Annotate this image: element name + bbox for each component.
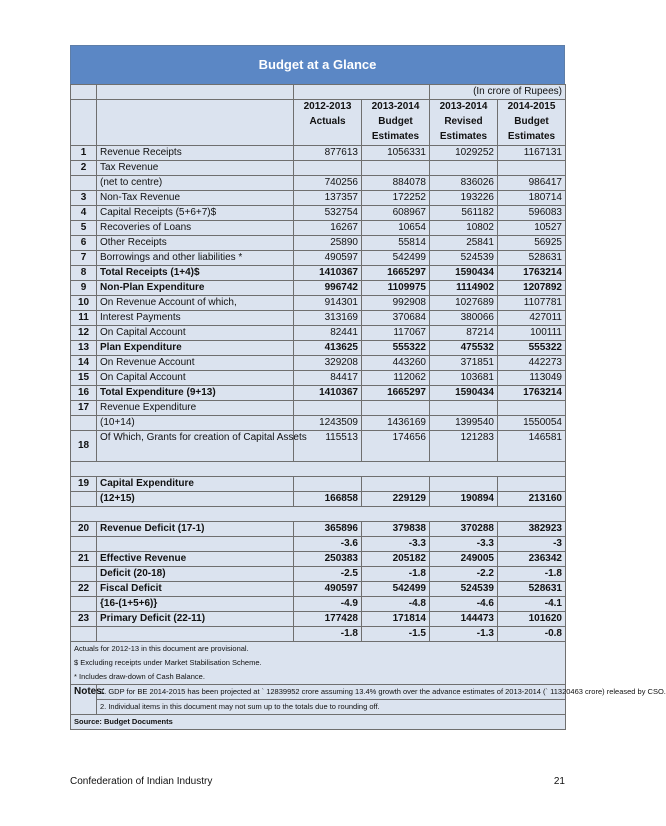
row-value: 380066 bbox=[430, 311, 498, 326]
row-label: Borrowings and other liabilities * bbox=[97, 251, 294, 266]
column-header-line: Actuals bbox=[309, 116, 346, 127]
row-value: 205182 bbox=[362, 552, 430, 567]
footnote: $ Excluding receipts under Market Stabilisation Scheme. bbox=[74, 658, 262, 667]
footnote: Actuals for 2012-13 in this document are provisional. bbox=[74, 644, 249, 653]
row-value: 561182 bbox=[430, 206, 498, 221]
row-value: 528631 bbox=[498, 582, 566, 597]
blank-cell bbox=[71, 85, 97, 100]
row-value: 1590434 bbox=[430, 266, 498, 281]
row-value: -2.5 bbox=[294, 567, 362, 582]
column-header-line: Revised bbox=[444, 116, 483, 127]
table-row bbox=[71, 296, 566, 311]
row-value: 213160 bbox=[498, 492, 566, 507]
row-number: 6 bbox=[71, 236, 97, 251]
row-value: 1243509 bbox=[294, 416, 362, 431]
page-number: 21 bbox=[553, 776, 565, 787]
column-header bbox=[294, 100, 362, 146]
row-label: Capital Receipts (5+6+7)$ bbox=[97, 206, 294, 221]
row-value: 427011 bbox=[498, 311, 566, 326]
blank-cell bbox=[71, 100, 97, 146]
row-label: Revenue Deficit (17-1) bbox=[97, 522, 294, 537]
row-value: 1114902 bbox=[430, 281, 498, 296]
row-value: 121283 bbox=[430, 431, 498, 462]
table-row bbox=[71, 341, 566, 356]
row-number: 4 bbox=[71, 206, 97, 221]
row-value: 382923 bbox=[498, 522, 566, 537]
unit-note: (In crore of Rupees) bbox=[430, 85, 566, 100]
row-number: 17 bbox=[71, 401, 97, 416]
row-label: (12+15) bbox=[97, 492, 294, 507]
row-value: 172252 bbox=[362, 191, 430, 206]
blank-cell bbox=[97, 85, 294, 100]
table-row bbox=[71, 266, 566, 281]
row-number bbox=[71, 567, 97, 582]
row-value: 16267 bbox=[294, 221, 362, 236]
budget-table-body bbox=[71, 85, 666, 730]
row-number: 15 bbox=[71, 371, 97, 386]
table-row bbox=[71, 176, 566, 191]
row-value: 82441 bbox=[294, 326, 362, 341]
row-value: 56925 bbox=[498, 236, 566, 251]
row-value bbox=[430, 161, 498, 176]
row-label: Capital Expenditure bbox=[97, 477, 294, 492]
row-value: 10654 bbox=[362, 221, 430, 236]
row-label: Revenue Expenditure bbox=[97, 401, 294, 416]
row-value: 1056331 bbox=[362, 146, 430, 161]
budget-document bbox=[70, 45, 666, 730]
table-row bbox=[71, 386, 566, 401]
column-header-line: 2012-2013 bbox=[303, 101, 352, 112]
row-value: -3.3 bbox=[430, 537, 498, 552]
row-label: Deficit (20-18) bbox=[97, 567, 294, 582]
row-label: {16-(1+5+6)} bbox=[97, 597, 294, 612]
row-label: Tax Revenue bbox=[97, 161, 294, 176]
row-value: 1590434 bbox=[430, 386, 498, 401]
table-row bbox=[71, 537, 566, 552]
row-value: 596083 bbox=[498, 206, 566, 221]
row-value: -0.8 bbox=[498, 627, 566, 642]
row-label: Primary Deficit (22-11) bbox=[97, 612, 294, 627]
table-row bbox=[71, 612, 566, 627]
row-label: Total Receipts (1+4)$ bbox=[97, 266, 294, 281]
row-value: -1.8 bbox=[498, 567, 566, 582]
row-number bbox=[71, 597, 97, 612]
row-value: 1763214 bbox=[498, 266, 566, 281]
row-value: 137357 bbox=[294, 191, 362, 206]
row-value: -4.6 bbox=[430, 597, 498, 612]
row-value: 112062 bbox=[362, 371, 430, 386]
row-label: On Capital Account bbox=[97, 371, 294, 386]
row-label: (net to centre) bbox=[97, 176, 294, 191]
spacer-cell bbox=[71, 507, 566, 522]
column-header-line: Estimates bbox=[371, 131, 420, 142]
row-value: 370288 bbox=[430, 522, 498, 537]
row-value: 1410367 bbox=[294, 266, 362, 281]
column-header-line: 2014-2015 bbox=[507, 101, 556, 112]
table-title: Budget at a Glance bbox=[70, 45, 565, 84]
row-label: Revenue Receipts bbox=[97, 146, 294, 161]
row-value: -3.3 bbox=[362, 537, 430, 552]
row-number bbox=[71, 492, 97, 507]
row-value: 490597 bbox=[294, 582, 362, 597]
row-value: -1.3 bbox=[430, 627, 498, 642]
footnotes bbox=[71, 642, 566, 685]
row-value: -1.5 bbox=[362, 627, 430, 642]
column-header bbox=[430, 100, 498, 146]
table-row bbox=[71, 146, 566, 161]
row-value bbox=[362, 161, 430, 176]
row-number: 11 bbox=[71, 311, 97, 326]
table-row bbox=[71, 477, 566, 492]
row-value: 10527 bbox=[498, 221, 566, 236]
row-value: -2.2 bbox=[430, 567, 498, 582]
row-value: 144473 bbox=[430, 612, 498, 627]
row-value: 528631 bbox=[498, 251, 566, 266]
row-number: 7 bbox=[71, 251, 97, 266]
row-number bbox=[71, 416, 97, 431]
row-value: 113049 bbox=[498, 371, 566, 386]
row-label: Total Expenditure (9+13) bbox=[97, 386, 294, 401]
table-row bbox=[71, 356, 566, 371]
row-value bbox=[294, 401, 362, 416]
row-number: 20 bbox=[71, 522, 97, 537]
row-value: -3 bbox=[498, 537, 566, 552]
row-value: 490597 bbox=[294, 251, 362, 266]
row-label: Effective Revenue bbox=[97, 552, 294, 567]
spacer-row bbox=[71, 507, 566, 522]
row-value: 992908 bbox=[362, 296, 430, 311]
row-value bbox=[294, 477, 362, 492]
table-row bbox=[71, 371, 566, 386]
budget-table bbox=[70, 84, 666, 730]
row-value: 115513 bbox=[294, 431, 362, 462]
footer-org: Confederation of Indian Industry bbox=[70, 776, 213, 787]
row-value: 1029252 bbox=[430, 146, 498, 161]
row-number: 14 bbox=[71, 356, 97, 371]
table-row bbox=[71, 552, 566, 567]
row-label: Of Which, Grants for creation of Capital Assets bbox=[97, 431, 294, 462]
notes-row bbox=[71, 700, 566, 715]
row-value: 608967 bbox=[362, 206, 430, 221]
row-value: 877613 bbox=[294, 146, 362, 161]
source-text: Source: Budget Documents bbox=[71, 715, 566, 730]
row-value: 1027689 bbox=[430, 296, 498, 311]
row-label: Interest Payments bbox=[97, 311, 294, 326]
row-value: 1399540 bbox=[430, 416, 498, 431]
table-row bbox=[71, 251, 566, 266]
header-row bbox=[71, 100, 566, 146]
row-value: 25841 bbox=[430, 236, 498, 251]
row-value: 365896 bbox=[294, 522, 362, 537]
row-number: 22 bbox=[71, 582, 97, 597]
row-number bbox=[71, 176, 97, 191]
row-number: 3 bbox=[71, 191, 97, 206]
row-number: 9 bbox=[71, 281, 97, 296]
unit-row bbox=[71, 85, 566, 100]
row-number: 10 bbox=[71, 296, 97, 311]
spacer-cell bbox=[71, 462, 566, 477]
row-value: 190894 bbox=[430, 492, 498, 507]
row-value: 1410367 bbox=[294, 386, 362, 401]
table-row bbox=[71, 597, 566, 612]
table-row bbox=[71, 416, 566, 431]
row-value: 986417 bbox=[498, 176, 566, 191]
notes-row bbox=[71, 685, 566, 700]
row-value: 10802 bbox=[430, 221, 498, 236]
row-label: Non-Plan Expenditure bbox=[97, 281, 294, 296]
spacer-row bbox=[71, 462, 566, 477]
row-value bbox=[430, 477, 498, 492]
row-value: 1207892 bbox=[498, 281, 566, 296]
column-header-line bbox=[297, 130, 358, 145]
row-value: 249005 bbox=[430, 552, 498, 567]
row-label: Recoveries of Loans bbox=[97, 221, 294, 236]
column-header-line: 2013-2014 bbox=[371, 101, 420, 112]
row-value: 193226 bbox=[430, 191, 498, 206]
footnote: * Includes draw-down of Cash Balance. bbox=[74, 672, 205, 681]
row-value: 329208 bbox=[294, 356, 362, 371]
row-value: 180714 bbox=[498, 191, 566, 206]
row-label: Non-Tax Revenue bbox=[97, 191, 294, 206]
footnotes-row bbox=[71, 642, 566, 685]
table-row bbox=[71, 236, 566, 251]
row-number bbox=[71, 537, 97, 552]
row-value: 250383 bbox=[294, 552, 362, 567]
table-row bbox=[71, 522, 566, 537]
row-value: 236342 bbox=[498, 552, 566, 567]
row-value: 1763214 bbox=[498, 386, 566, 401]
row-value bbox=[362, 477, 430, 492]
row-value: 87214 bbox=[430, 326, 498, 341]
row-value: 177428 bbox=[294, 612, 362, 627]
note-text: 2. Individual items in this document may not sum up to the totals due to rounding off. bbox=[97, 700, 566, 715]
row-value: 524539 bbox=[430, 582, 498, 597]
table-row bbox=[71, 492, 566, 507]
row-label: (10+14) bbox=[97, 416, 294, 431]
row-number: 12 bbox=[71, 326, 97, 341]
row-value: 532754 bbox=[294, 206, 362, 221]
row-value: 146581 bbox=[498, 431, 566, 462]
table-row bbox=[71, 401, 566, 416]
row-value: 174656 bbox=[362, 431, 430, 462]
row-label: On Revenue Account of which, bbox=[97, 296, 294, 311]
row-label bbox=[97, 537, 294, 552]
row-value: 371851 bbox=[430, 356, 498, 371]
table-row bbox=[71, 161, 566, 176]
column-header bbox=[498, 100, 566, 146]
row-value: 1665297 bbox=[362, 386, 430, 401]
column-header-line: Estimates bbox=[439, 131, 488, 142]
row-number: 5 bbox=[71, 221, 97, 236]
row-number: 1 bbox=[71, 146, 97, 161]
row-value: 379838 bbox=[362, 522, 430, 537]
row-value: 996742 bbox=[294, 281, 362, 296]
row-value bbox=[498, 477, 566, 492]
row-value: -4.1 bbox=[498, 597, 566, 612]
column-header-line: Budget bbox=[378, 116, 413, 127]
row-value: 1167131 bbox=[498, 146, 566, 161]
row-value: -3.6 bbox=[294, 537, 362, 552]
row-value: 84417 bbox=[294, 371, 362, 386]
row-value: 475532 bbox=[430, 341, 498, 356]
row-value: -1.8 bbox=[294, 627, 362, 642]
row-number: 19 bbox=[71, 477, 97, 492]
table-row bbox=[71, 281, 566, 296]
table-row bbox=[71, 221, 566, 236]
row-number: 18 bbox=[71, 431, 97, 462]
row-value: 1665297 bbox=[362, 266, 430, 281]
row-label: On Revenue Account bbox=[97, 356, 294, 371]
row-value: -4.8 bbox=[362, 597, 430, 612]
row-value: 117067 bbox=[362, 326, 430, 341]
row-value: 443260 bbox=[362, 356, 430, 371]
row-value: 524539 bbox=[430, 251, 498, 266]
blank-cell bbox=[294, 85, 430, 100]
table-row bbox=[71, 582, 566, 597]
row-value: 101620 bbox=[498, 612, 566, 627]
row-value: 555322 bbox=[362, 341, 430, 356]
row-value: 55814 bbox=[362, 236, 430, 251]
row-value: 171814 bbox=[362, 612, 430, 627]
row-number: 8 bbox=[71, 266, 97, 281]
row-number: 13 bbox=[71, 341, 97, 356]
row-value: 1107781 bbox=[498, 296, 566, 311]
row-value: 100111 bbox=[498, 326, 566, 341]
source-row bbox=[71, 715, 566, 730]
row-label: Fiscal Deficit bbox=[97, 582, 294, 597]
row-value: 884078 bbox=[362, 176, 430, 191]
row-number bbox=[71, 627, 97, 642]
row-value: 1436169 bbox=[362, 416, 430, 431]
table-row bbox=[71, 431, 566, 462]
table-row bbox=[71, 311, 566, 326]
row-value bbox=[294, 161, 362, 176]
row-number: 2 bbox=[71, 161, 97, 176]
row-value: 740256 bbox=[294, 176, 362, 191]
table-row bbox=[71, 627, 566, 642]
row-value: 836026 bbox=[430, 176, 498, 191]
row-value: 25890 bbox=[294, 236, 362, 251]
row-value: 229129 bbox=[362, 492, 430, 507]
table-row bbox=[71, 326, 566, 341]
table-row bbox=[71, 206, 566, 221]
row-value: 1550054 bbox=[498, 416, 566, 431]
notes-label: Notes: bbox=[71, 685, 97, 715]
row-value: 542499 bbox=[362, 251, 430, 266]
row-value: 413625 bbox=[294, 341, 362, 356]
table-row bbox=[71, 567, 566, 582]
row-label: Other Receipts bbox=[97, 236, 294, 251]
row-value: 103681 bbox=[430, 371, 498, 386]
row-label: Plan Expenditure bbox=[97, 341, 294, 356]
row-value: 442273 bbox=[498, 356, 566, 371]
column-header bbox=[362, 100, 430, 146]
column-header-line: 2013-2014 bbox=[439, 101, 488, 112]
column-header-line: Estimates bbox=[507, 131, 556, 142]
row-value: 542499 bbox=[362, 582, 430, 597]
row-value: 555322 bbox=[498, 341, 566, 356]
row-value: 1109975 bbox=[362, 281, 430, 296]
row-number: 21 bbox=[71, 552, 97, 567]
table-row bbox=[71, 191, 566, 206]
row-value: 370684 bbox=[362, 311, 430, 326]
row-value: 166858 bbox=[294, 492, 362, 507]
row-label: On Capital Account bbox=[97, 326, 294, 341]
row-value: -1.8 bbox=[362, 567, 430, 582]
row-number: 16 bbox=[71, 386, 97, 401]
row-value bbox=[362, 401, 430, 416]
row-value: -4.9 bbox=[294, 597, 362, 612]
row-value bbox=[498, 401, 566, 416]
row-value bbox=[498, 161, 566, 176]
row-value bbox=[430, 401, 498, 416]
blank-cell bbox=[97, 100, 294, 146]
row-label bbox=[97, 627, 294, 642]
row-value: 313169 bbox=[294, 311, 362, 326]
row-number: 23 bbox=[71, 612, 97, 627]
column-header-line: Budget bbox=[514, 116, 549, 127]
note-text: 1. GDP for BE 2014-2015 has been projected at ` 12839952 crore assuming 13.4% growth over the advance estimates of 2013-2014 (` 11320463 crore) released by CSO. bbox=[97, 685, 566, 700]
row-value: 914301 bbox=[294, 296, 362, 311]
